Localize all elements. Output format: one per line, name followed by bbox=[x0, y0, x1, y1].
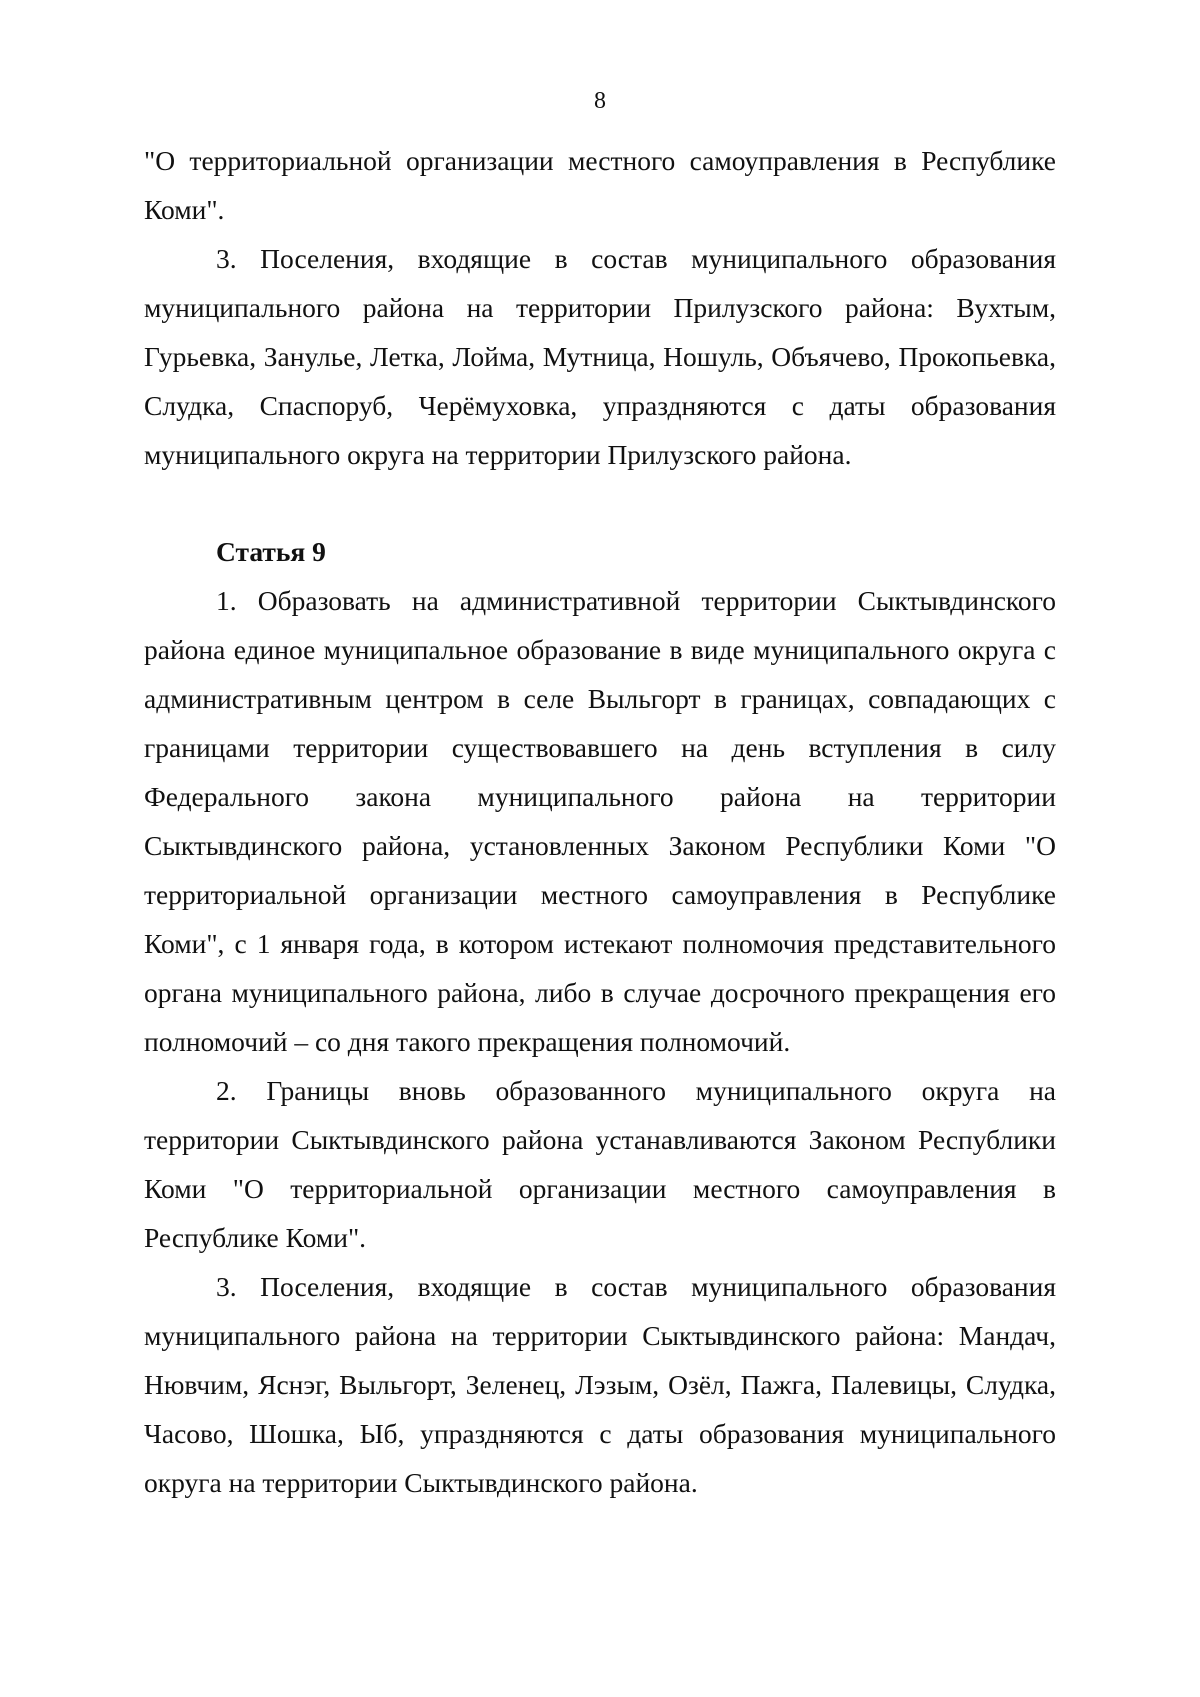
paragraph-article9-item2: 2. Границы вновь образованного муниципального округа на территории Сыктывдинского района устанавливаются Законом Республики Коми "О территориальной организации местного самоуправления в Республике Коми". bbox=[144, 1075, 1056, 1253]
article-heading: Статья 9 bbox=[216, 536, 326, 567]
document-body bbox=[144, 136, 1056, 1507]
paragraph-article8-item3: 3. Поселения, входящие в состав муниципального образования муниципального района на территории Прилузского района: Вухтым, Гурьевка, Занулье, Летка, Лойма, Мутница, Ношуль, Объячево, Прокопьевка, Слудка, Спаспоруб, Черёмуховка, упраздняются с даты образования муниципального округа на территории Прилузского района. bbox=[144, 243, 1056, 470]
paragraph-article9-item1: 1. Образовать на административной территории Сыктывдинского района единое муниципальное образование в виде муниципального округа с административным центром в селе Выльгорт в границах, совпадающих с границами территории существовавшего на день вступления в силу Федерального закона муниципального района на территории Сыктывдинского района, установленных Законом Республики Коми "О территориальной организации местного самоуправления в Республике Коми", с 1 января года, в котором истекают полномочия представительного органа муниципального района, либо в случае досрочного прекращения его полномочий – со дня такого прекращения полномочий. bbox=[144, 585, 1056, 1057]
page-number: 8 bbox=[594, 88, 606, 114]
section-gap bbox=[144, 479, 1056, 527]
paragraph-continuation: "О территориальной организации местного самоуправления в Республике Коми". bbox=[144, 145, 1056, 225]
paragraph-article9-item3: 3. Поселения, входящие в состав муниципального образования муниципального района на территории Сыктывдинского района: Мандач, Нювчим, Яснэг, Выльгорт, Зеленец, Лэзым, Озёл, Пажга, Палевицы, Слудка, Часово, Шошка, Ыб, упраздняются с даты образования муниципального округа на территории Сыктывдинского района. bbox=[144, 1271, 1056, 1498]
